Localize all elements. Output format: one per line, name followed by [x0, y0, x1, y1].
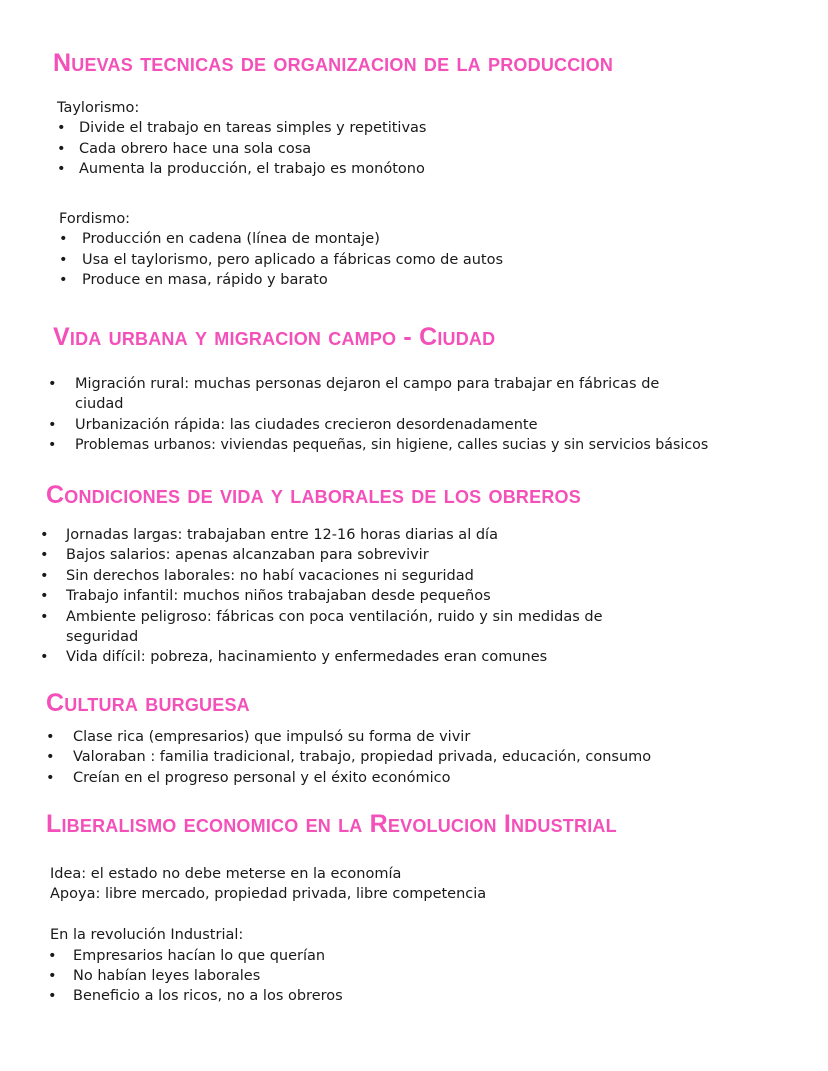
subheading-revolucion: En la revolución Industrial:: [50, 927, 244, 944]
list-item-text: Vida difícil: pobreza, hacinamiento y enfermedades eran comunes: [66, 649, 548, 666]
list-item: [40, 607, 636, 648]
list-item: [48, 966, 648, 986]
list-item-text: Cada obrero hace una sola cosa: [79, 140, 312, 157]
list-item: [40, 545, 660, 565]
bullet-icon: •: [40, 588, 49, 605]
list: [40, 525, 660, 668]
list-item: [48, 435, 748, 455]
section-title: Liberalismo economico en la Revolucion Industrial: [46, 810, 617, 838]
list-item-text: Valoraban : familia tradicional, trabajo, propiedad privada, educación, consumo: [73, 749, 652, 766]
list-item: [48, 415, 748, 435]
list-item: [57, 229, 657, 249]
list-item-text: Aumenta la producción, el trabajo es monótono: [79, 161, 425, 178]
bullet-icon: •: [40, 608, 49, 625]
bullet-icon: •: [40, 649, 49, 666]
list-item: [40, 525, 660, 545]
section-title: Nuevas tecnicas de organizacion de la produccion: [53, 49, 614, 77]
list-item: [40, 566, 660, 586]
list-item-text: Producción en cadena (línea de montaje): [82, 231, 380, 248]
list-item: [46, 727, 746, 747]
list-item-text: Clase rica (empresarios) que impulsó su forma de vivir: [73, 729, 471, 745]
section-body: [48, 864, 648, 1007]
list: [48, 946, 648, 1007]
bullet-icon: •: [40, 527, 49, 543]
list-item-text: Problemas urbanos: viviendas pequeñas, sin higiene, calles sucias y sin servicios básicos: [75, 437, 709, 454]
list-item-text: Bajos salarios: apenas alcanzaban para sobrevivir: [66, 547, 429, 564]
bullet-icon: •: [57, 140, 66, 157]
list-item: [57, 250, 657, 270]
list: [57, 229, 657, 290]
section-title: Vida urbana y migracion campo - Ciudad: [53, 323, 496, 351]
list-item-text: Beneficio a los ricos, no a los obreros: [73, 988, 343, 1005]
list-item: [46, 768, 746, 788]
list: [48, 374, 748, 456]
bullet-icon: •: [48, 416, 57, 433]
list-item: [57, 139, 657, 159]
list-item-text: Sin derechos laborales: no habí vacaciones ni seguridad: [66, 567, 474, 584]
apoya-text: Apoya: libre mercado, propiedad privada, libre competencia: [50, 886, 487, 903]
list-item-text: Trabajo infantil: muchos niños trabajaban desde pequeños: [66, 588, 491, 605]
bullet-icon: •: [46, 729, 55, 745]
bullet-icon: •: [46, 749, 55, 766]
list-item: [40, 647, 660, 667]
subheading-taylorismo: Taylorismo:: [57, 100, 140, 116]
list-item-text: Produce en masa, rápido y barato: [82, 272, 328, 289]
list-item-text: Urbanización rápida: las ciudades crecieron desordenadamente: [75, 416, 538, 433]
bullet-icon: •: [59, 231, 68, 248]
list-item-text: Empresarios hacían lo que querían: [73, 947, 326, 964]
list-item: [40, 586, 660, 606]
list-item: [57, 159, 657, 179]
bullet-icon: •: [57, 120, 66, 137]
bullet-icon: •: [40, 567, 49, 584]
subheading-fordismo: Fordismo:: [59, 211, 131, 228]
list-item: [46, 747, 746, 767]
list-item: [48, 374, 705, 415]
idea-text: Idea: el estado no debe meterse en la economía: [50, 866, 402, 882]
bullet-icon: •: [46, 769, 55, 786]
bullet-icon: •: [48, 437, 57, 454]
section-title: Condiciones de vida y laborales de los obreros: [46, 481, 581, 509]
list-item-text: Divide el trabajo en tareas simples y repetitivas: [79, 120, 427, 137]
bullet-icon: •: [59, 272, 68, 289]
list-item-text: Migración rural: muchas personas dejaron el campo para trabajar en fábricas de ciudad: [75, 376, 660, 413]
list: [57, 118, 657, 179]
list-item-text: Creían en el progreso personal y el éxito económico: [73, 769, 451, 786]
list-item-text: No habían leyes laborales: [73, 968, 261, 985]
bullet-icon: •: [48, 376, 57, 392]
bullet-icon: •: [48, 988, 57, 1005]
list-item-text: Jornadas largas: trabajaban entre 12-16 horas diarias al día: [66, 527, 498, 543]
list-item: [48, 986, 648, 1006]
section-title: Cultura burguesa: [46, 689, 250, 717]
bullet-icon: •: [48, 968, 57, 985]
list-item: [57, 270, 657, 290]
bullet-icon: •: [59, 251, 68, 268]
list-item: [48, 946, 648, 966]
list: [46, 727, 746, 788]
list-item-text: Usa el taylorismo, pero aplicado a fábricas como de autos: [82, 251, 504, 268]
list-item-text: Ambiente peligroso: fábricas con poca ventilación, ruido y sin medidas de seguridad: [66, 608, 603, 646]
section-body: [57, 98, 657, 291]
list-item: [57, 118, 657, 138]
bullet-icon: •: [57, 161, 66, 178]
bullet-icon: •: [40, 547, 49, 564]
bullet-icon: •: [48, 947, 57, 964]
